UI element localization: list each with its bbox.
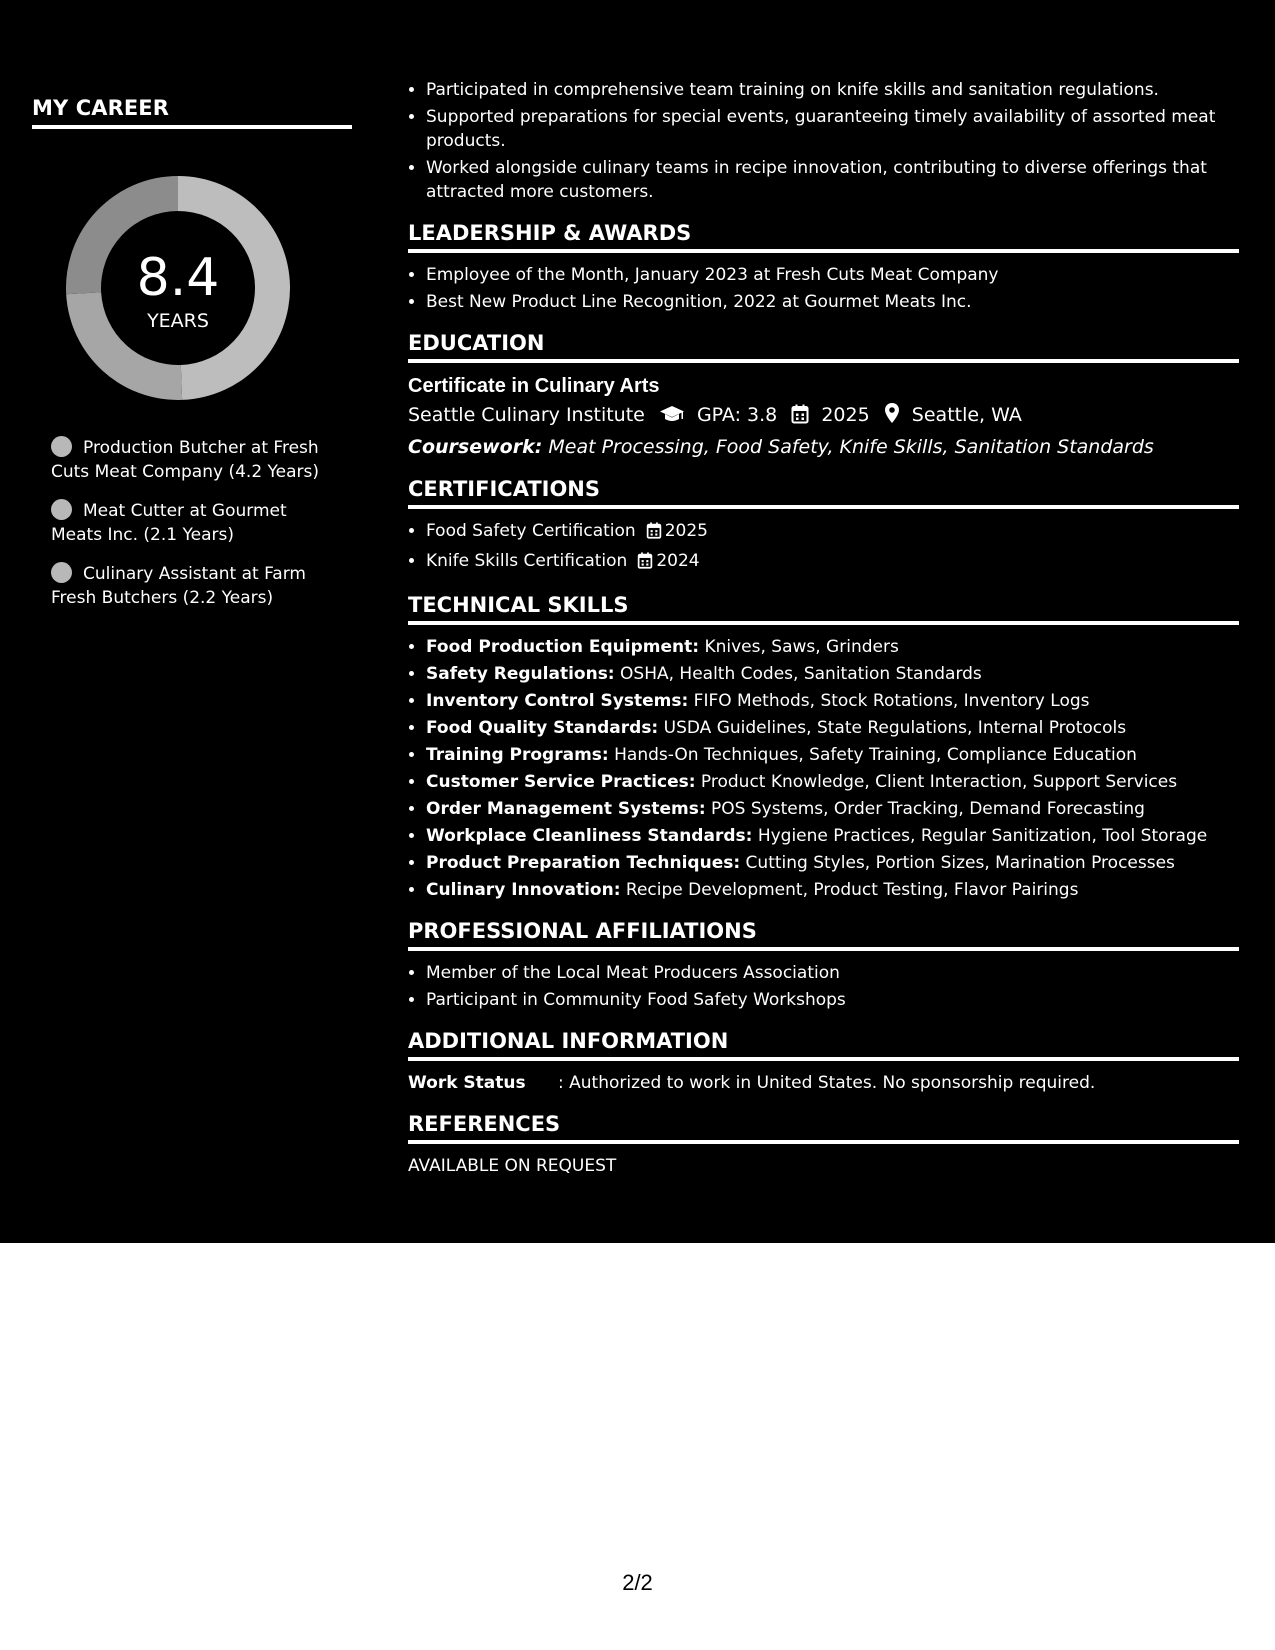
skill-label: Order Management Systems: — [426, 799, 706, 819]
skill-label: Product Preparation Techniques: — [426, 853, 741, 873]
leadership-item: • Best New Product Line Recognition, 2022 at Gourmet Meats Inc. — [426, 290, 1239, 314]
experience-bullets — [408, 78, 1239, 204]
education-degree: Certificate in Culinary Arts — [408, 375, 660, 397]
experience-bullet: • Participated in comprehensive team training on knife skills and sanitation regulations. — [426, 78, 1239, 102]
work-status-value: : Authorized to work in United States. No sponsorship required. — [558, 1073, 1096, 1093]
experience-bullet: • Worked alongside culinary teams in recipe innovation, contributing to diverse offerings that attracted more customers. — [426, 156, 1239, 204]
certification-year: 2025 — [664, 521, 708, 541]
affiliations-list — [408, 961, 1239, 1012]
leadership-list — [408, 263, 1239, 314]
legend-dot — [51, 499, 72, 520]
certification-item — [426, 519, 1239, 546]
career-item-label: Culinary Assistant at Farm Fresh Butchers (2.2 Years) — [51, 564, 306, 608]
skill-item — [426, 662, 1239, 686]
skill-label: Food Production Equipment: — [426, 637, 700, 657]
certification-name: Food Safety Certification — [426, 521, 636, 541]
sidebar-title: MY CAREER — [32, 96, 352, 129]
education-meta — [408, 399, 1239, 434]
education-school: Seattle Culinary Institute — [408, 404, 645, 426]
skill-item — [426, 635, 1239, 659]
skill-item — [426, 689, 1239, 713]
certification-name: Knife Skills Certification — [426, 551, 628, 571]
certification-item — [426, 549, 1239, 576]
section-title: CERTIFICATIONS — [408, 477, 1239, 509]
skill-label: Training Programs: — [426, 745, 609, 765]
calendar-icon — [637, 552, 653, 576]
skills-list — [408, 635, 1239, 902]
calendar-icon — [646, 522, 662, 546]
page-number: 2/2 — [622, 1570, 653, 1595]
main-content — [408, 78, 1239, 1178]
skill-item — [426, 851, 1239, 875]
total-years-value: 8.4 — [136, 248, 220, 308]
skill-item — [426, 770, 1239, 794]
skill-label: Food Quality Standards: — [426, 718, 659, 738]
skill-value: Hygiene Practices, Regular Sanitization, Tool Storage — [757, 826, 1208, 846]
education-gpa: GPA: 3.8 — [696, 404, 778, 426]
leadership-item: • Employee of the Month, January 2023 at Fresh Cuts Meat Company — [426, 263, 1239, 287]
map-pin-icon — [884, 402, 900, 434]
graduation-cap-icon — [659, 402, 685, 434]
section-title: TECHNICAL SKILLS — [408, 593, 1239, 625]
coursework-label: Coursework: — [408, 436, 543, 458]
skill-label: Safety Regulations: — [426, 664, 615, 684]
education-section — [408, 331, 1239, 460]
donut-center — [66, 176, 290, 400]
total-years-unit: YEARS — [147, 310, 209, 332]
skill-item — [426, 716, 1239, 740]
career-list — [51, 436, 341, 625]
sidebar — [32, 96, 352, 608]
skill-value: Recipe Development, Product Testing, Flavor Pairings — [625, 880, 1079, 900]
career-item-label: Meat Cutter at Gourmet Meats Inc. (2.1 Years) — [51, 501, 287, 545]
references-text: AVAILABLE ON REQUEST — [408, 1156, 617, 1176]
additional-info-section — [408, 1029, 1239, 1095]
skill-value: Knives, Saws, Grinders — [704, 637, 899, 657]
certifications-list — [408, 519, 1239, 576]
skill-label: Inventory Control Systems: — [426, 691, 689, 711]
skill-item — [426, 824, 1239, 848]
skills-section — [408, 593, 1239, 902]
skill-label: Culinary Innovation: — [426, 880, 621, 900]
section-title: ADDITIONAL INFORMATION — [408, 1029, 1239, 1061]
work-status-key: Work Status — [408, 1073, 526, 1093]
education-year: 2025 — [821, 404, 870, 426]
section-title: REFERENCES — [408, 1112, 1239, 1144]
skill-value: OSHA, Health Codes, Sanitation Standards — [620, 664, 982, 684]
legend-dot — [51, 436, 72, 457]
affiliation-item: • Participant in Community Food Safety Workshops — [426, 988, 1239, 1012]
section-title: LEADERSHIP & AWARDS — [408, 221, 1239, 253]
skill-value: POS Systems, Order Tracking, Demand Forecasting — [711, 799, 1145, 819]
affiliations-section — [408, 919, 1239, 1012]
coursework-list: Meat Processing, Food Safety, Knife Skills, Sanitation Standards — [548, 436, 1154, 458]
career-item — [51, 436, 341, 484]
skill-label: Customer Service Practices: — [426, 772, 696, 792]
references-section — [408, 1112, 1239, 1178]
skill-item — [426, 797, 1239, 821]
skill-item — [426, 878, 1239, 902]
skill-value: FIFO Methods, Stock Rotations, Inventory Logs — [693, 691, 1090, 711]
certifications-section — [408, 477, 1239, 576]
career-item — [51, 499, 341, 547]
skill-label: Workplace Cleanliness Standards: — [426, 826, 753, 846]
career-item-label: Production Butcher at Fresh Cuts Meat Company (4.2 Years) — [51, 438, 320, 482]
skill-value: USDA Guidelines, State Regulations, Internal Protocols — [663, 718, 1127, 738]
affiliation-item: • Member of the Local Meat Producers Association — [426, 961, 1239, 985]
skill-value: Product Knowledge, Client Interaction, Support Services — [700, 772, 1178, 792]
legend-dot — [51, 562, 72, 583]
certification-year: 2024 — [656, 551, 700, 571]
skill-value: Hands-On Techniques, Safety Training, Compliance Education — [614, 745, 1137, 765]
work-status-row — [408, 1071, 1239, 1095]
career-item — [51, 562, 341, 610]
education-coursework — [408, 434, 1239, 460]
experience-bullet: • Supported preparations for special events, guaranteeing timely availability of assorted meat products. — [426, 105, 1239, 153]
section-title: EDUCATION — [408, 331, 1239, 363]
skill-value: Cutting Styles, Portion Sizes, Marination Processes — [745, 853, 1175, 873]
section-title: PROFESSIONAL AFFILIATIONS — [408, 919, 1239, 951]
skill-item — [426, 743, 1239, 767]
calendar-icon — [791, 402, 809, 434]
leadership-section — [408, 221, 1239, 314]
career-donut-chart — [66, 176, 290, 400]
education-location: Seattle, WA — [911, 404, 1022, 426]
